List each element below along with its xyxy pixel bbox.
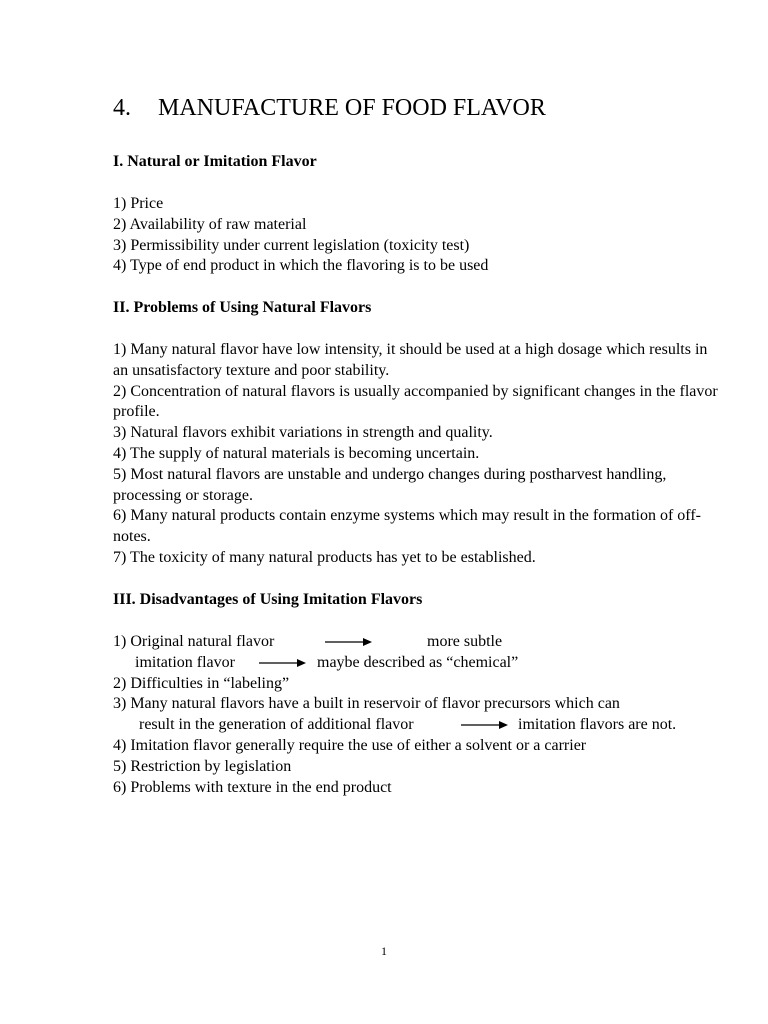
imitation-flavors-not-text: imitation flavors are not. bbox=[518, 716, 677, 733]
section-heading-disadvantages-imitation: III. Disadvantages of Using Imitation Flavors bbox=[113, 591, 423, 608]
list-item: 2) Availability of raw material bbox=[113, 215, 307, 233]
chemical-description-text: maybe described as “chemical” bbox=[317, 654, 519, 671]
more-subtle-text: more subtle bbox=[427, 633, 503, 650]
arrow-right-icon bbox=[325, 635, 375, 649]
list-item-texture: 6) Problems with texture in the end product bbox=[113, 779, 392, 796]
section-1-list bbox=[113, 194, 723, 277]
list-item-solvent-carrier: 4) Imitation flavor generally require the use of either a solvent or a carrier bbox=[113, 737, 587, 754]
list-item-original-natural-flavor: 1) Original natural flavor bbox=[113, 633, 275, 650]
list-item: 3) Natural flavors exhibit variations in strength and quality. bbox=[113, 424, 493, 442]
section-heading-natural-or-imitation: I. Natural or Imitation Flavor bbox=[113, 153, 317, 170]
list-item: 5) Most natural flavors are unstable and undergo changes during postharvest handling, processing or storage. bbox=[113, 465, 667, 504]
list-item-reservoir: 3) Many natural flavors have a built in reservoir of flavor precursors which can bbox=[113, 695, 620, 712]
imitation-flavor-text: imitation flavor bbox=[135, 654, 235, 671]
list-item: 6) Many natural products contain enzyme systems which may result in the formation of off-notes. bbox=[113, 507, 701, 546]
list-item: 1) Many natural flavor have low intensity, it should be used at a high dosage which results in an unsatisfactory texture and poor stability. bbox=[113, 341, 708, 379]
arrow-right-icon bbox=[461, 718, 511, 732]
list-item: 7) The toxicity of many natural products has yet to be established. bbox=[113, 548, 536, 566]
title-number: 4. bbox=[113, 95, 131, 121]
list-item: 1) Price bbox=[113, 195, 164, 212]
page-number: 1 bbox=[381, 944, 387, 958]
reservoir-continuation-text: result in the generation of additional flavor bbox=[139, 716, 414, 733]
title-text: MANUFACTURE OF FOOD FLAVOR bbox=[158, 95, 546, 121]
arrow-right-icon bbox=[259, 656, 309, 670]
page-title bbox=[113, 93, 546, 123]
list-item: 4) Type of end product in which the flavoring is to be used bbox=[113, 257, 489, 275]
section-heading-problems-natural: II. Problems of Using Natural Flavors bbox=[113, 299, 372, 316]
list-item: 3) Permissibility under current legislation (toxicity test) bbox=[113, 236, 470, 254]
section-2-list bbox=[113, 340, 723, 569]
list-item: 2) Concentration of natural flavors is usually accompanied by significant changes in the flavor profile. bbox=[113, 382, 718, 421]
list-item-restriction: 5) Restriction by legislation bbox=[113, 758, 292, 775]
list-item-labeling: 2) Difficulties in “labeling” bbox=[113, 675, 290, 692]
list-item: 4) The supply of natural materials is becoming uncertain. bbox=[113, 444, 480, 462]
